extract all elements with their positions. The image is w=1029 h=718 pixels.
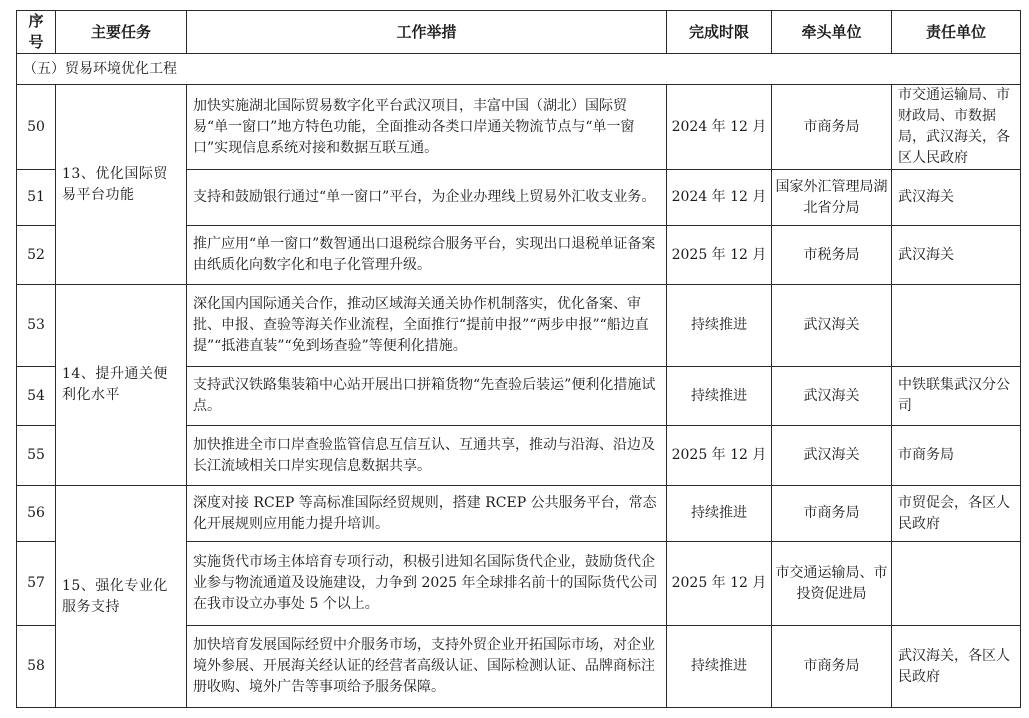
row-measure: 实施货代市场主体培育专项行动，积极引进知名国际货代企业，鼓励货代企业参与物流通道及设施建设，力争到 2025 年全球排名前十的国际货代公司在我市设立办事处 5 个以上。 xyxy=(187,542,667,626)
row-lead-unit: 市商务局 xyxy=(772,626,892,708)
row-number: 57 xyxy=(17,542,56,626)
row-lead-unit: 市税务局 xyxy=(772,226,892,285)
row-responsible-unit: 武汉海关，各区人民政府 xyxy=(892,626,1021,708)
header-task: 主要任务 xyxy=(56,11,187,54)
header-row xyxy=(17,11,1021,54)
row-number: 50 xyxy=(17,85,56,170)
table-row xyxy=(17,85,1021,170)
row-measure: 支持武汉铁路集装箱中心站开展出口拼箱货物“先查验后装运”便利化措施试点。 xyxy=(187,367,667,426)
row-responsible-unit: 市贸促会，各区人民政府 xyxy=(892,486,1021,542)
row-responsible-unit xyxy=(892,542,1021,626)
table-row xyxy=(17,486,1021,542)
row-measure: 推广应用“单一窗口”数智通出口退税综合服务平台，实现出口退税单证备案由纸质化向数字化和电子化管理升级。 xyxy=(187,226,667,285)
table-row xyxy=(17,285,1021,367)
task-15: 15、强化专业化服务支持 xyxy=(56,486,187,708)
row-deadline: 2025 年 12 月 xyxy=(667,226,772,285)
row-measure: 加快培育发展国际经贸中介服务市场，支持外贸企业开拓国际市场，对企业境外参展、开展海关经认证的经营者高级认证、国际检测认证、品牌商标注册收购、境外广告等事项给予服务保障。 xyxy=(187,626,667,708)
row-number: 52 xyxy=(17,226,56,285)
row-number: 56 xyxy=(17,486,56,542)
row-lead-unit: 市交通运输局、市投资促进局 xyxy=(772,542,892,626)
row-responsible-unit: 武汉海关 xyxy=(892,226,1021,285)
row-number: 51 xyxy=(17,170,56,226)
row-responsible-unit xyxy=(892,285,1021,367)
row-measure: 加快实施湖北国际贸易数字化平台武汉项目，丰富中国（湖北）国际贸易“单一窗口”地方特色功能，全面推动各类口岸通关物流节点与“单一窗口”实现信息系统对接和数据互联互通。 xyxy=(187,85,667,170)
task-table xyxy=(16,10,1021,708)
row-measure: 支持和鼓励银行通过“单一窗口”平台，为企业办理线上贸易外汇收支业务。 xyxy=(187,170,667,226)
section-title: （五）贸易环境优化工程 xyxy=(17,54,1021,85)
header-deadline: 完成时限 xyxy=(667,11,772,54)
row-responsible-unit: 中铁联集武汉分公司 xyxy=(892,367,1021,426)
row-lead-unit: 武汉海关 xyxy=(772,367,892,426)
row-measure: 加快推进全市口岸查验监管信息互信互认、互通共享，推动与沿海、沿边及长江流域相关口岸实现信息数据共享。 xyxy=(187,426,667,486)
row-deadline: 2024 年 12 月 xyxy=(667,85,772,170)
section-row xyxy=(17,54,1021,85)
task-table-container xyxy=(16,10,1021,708)
row-deadline: 持续推进 xyxy=(667,486,772,542)
row-deadline: 2025 年 12 月 xyxy=(667,542,772,626)
row-lead-unit: 武汉海关 xyxy=(772,285,892,367)
row-lead-unit: 市商务局 xyxy=(772,85,892,170)
row-responsible-unit: 武汉海关 xyxy=(892,170,1021,226)
header-no: 序号 xyxy=(17,11,56,54)
row-lead-unit: 市商务局 xyxy=(772,486,892,542)
row-measure: 深度对接 RCEP 等高标准国际经贸规则，搭建 RCEP 公共服务平台，常态化开展规则应用能力提升培训。 xyxy=(187,486,667,542)
task-13: 13、优化国际贸易平台功能 xyxy=(56,85,187,285)
row-lead-unit: 国家外汇管理局湖北省分局 xyxy=(772,170,892,226)
row-deadline: 持续推进 xyxy=(667,285,772,367)
row-lead-unit: 武汉海关 xyxy=(772,426,892,486)
row-number: 53 xyxy=(17,285,56,367)
header-resp: 责任单位 xyxy=(892,11,1021,54)
row-deadline: 持续推进 xyxy=(667,367,772,426)
header-measure: 工作举措 xyxy=(187,11,667,54)
row-number: 58 xyxy=(17,626,56,708)
row-number: 55 xyxy=(17,426,56,486)
task-14: 14、提升通关便利化水平 xyxy=(56,285,187,486)
row-measure: 深化国内国际通关合作，推动区域海关通关协作机制落实，优化备案、审批、申报、查验等海关作业流程，全面推行“提前申报”“两步申报”“船边直提”“抵港直装”“免到场查验”等便利化措施。 xyxy=(187,285,667,367)
row-number: 54 xyxy=(17,367,56,426)
row-responsible-unit: 市交通运输局、市财政局、市数据局，武汉海关，各区人民政府 xyxy=(892,85,1021,170)
row-deadline: 2024 年 12 月 xyxy=(667,170,772,226)
header-lead: 牵头单位 xyxy=(772,11,892,54)
row-deadline: 持续推进 xyxy=(667,626,772,708)
row-deadline: 2025 年 12 月 xyxy=(667,426,772,486)
row-responsible-unit: 市商务局 xyxy=(892,426,1021,486)
